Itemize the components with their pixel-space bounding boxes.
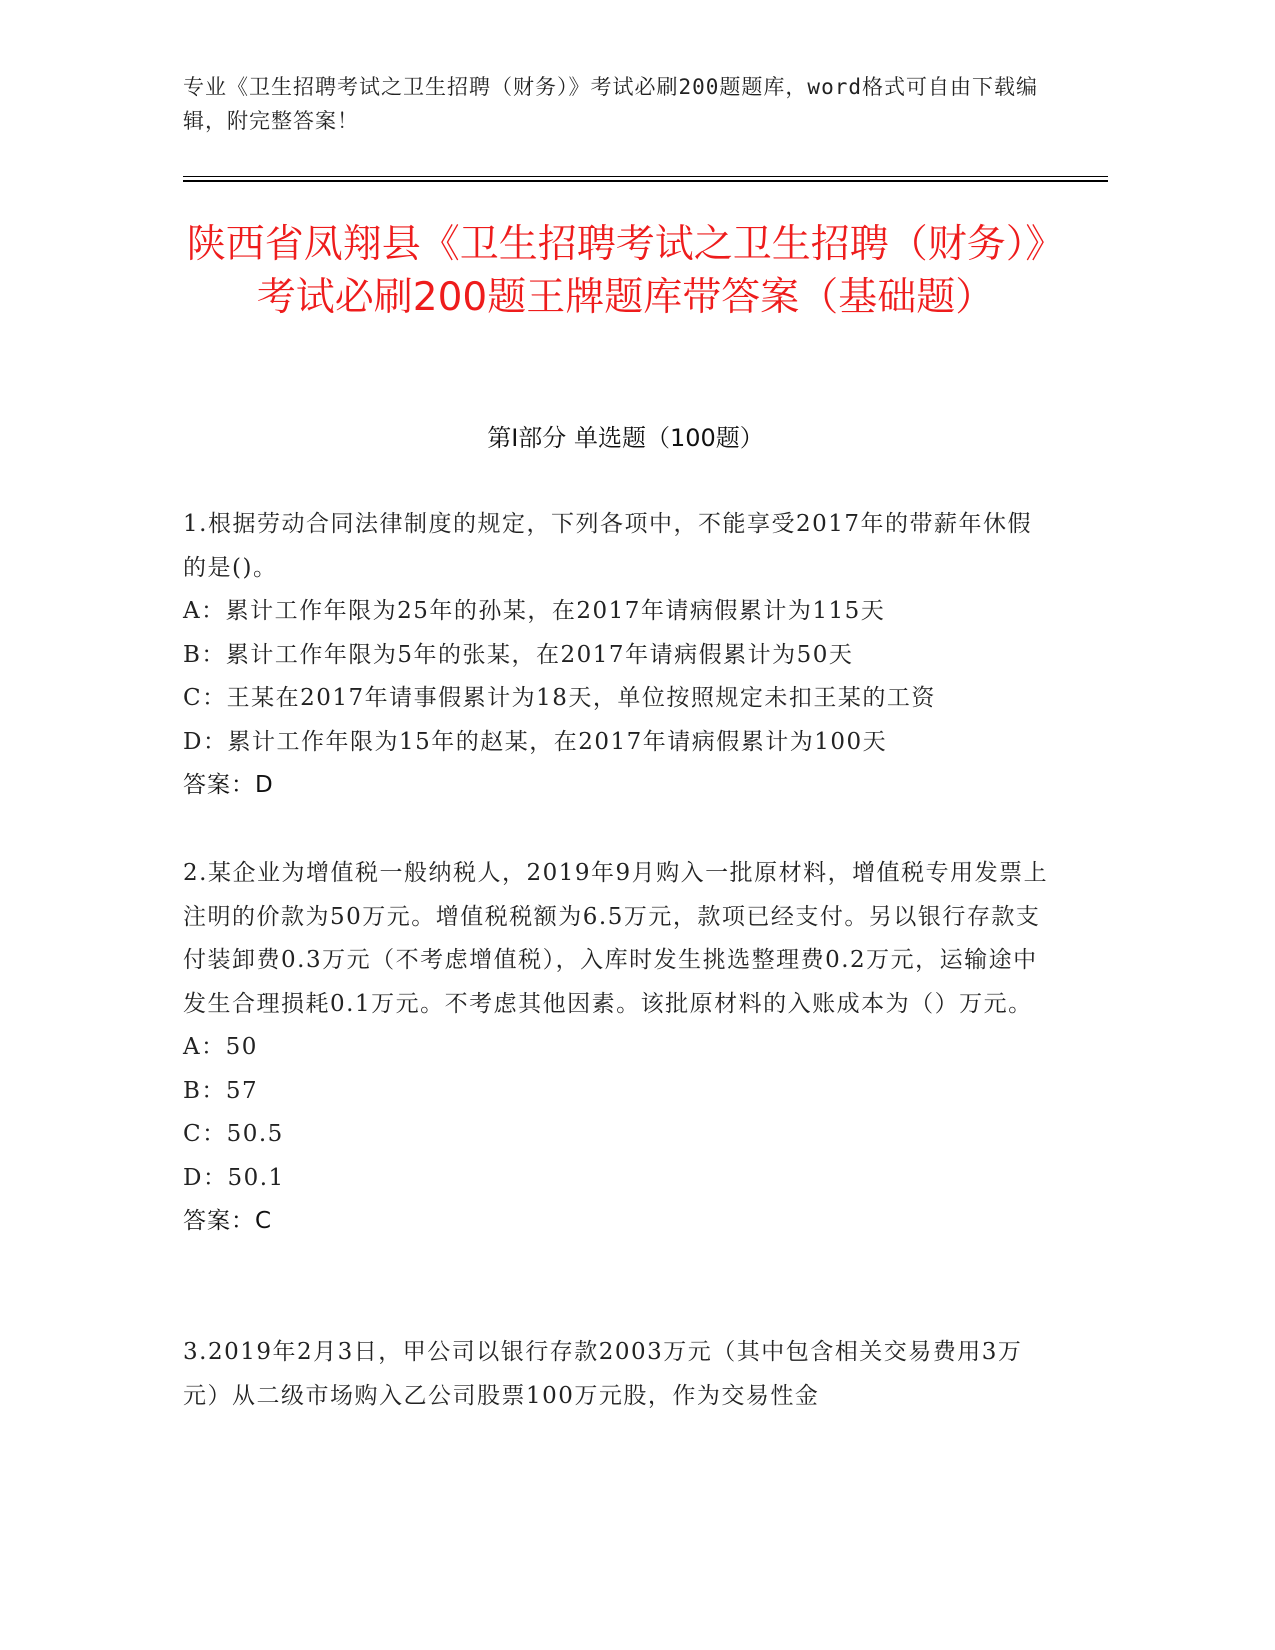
question-stem: 2.某企业为增值税一般纳税人，2019年9月购入一批原材料，增值税专用发票上注明的价款为50万元。增值税税额为6.5万元，款项已经支付。另以银行存款支付装卸费0.3万元（不考虑增值税），入库时发生挑选整理费0.2万元，运输途中发生合理损耗0.1万元。不考虑其他因素。该批原材料的入账成本为（）万元。 (183, 860, 1049, 1017)
answer-label: 答案：C (183, 1208, 273, 1234)
header-note: 专业《卫生招聘考试之卫生招聘（财务）》考试必刷200题题库，word格式可自由下载编辑，附完整答案！ (183, 75, 1038, 133)
answer-label: 答案：D (183, 772, 274, 798)
question-2 (183, 852, 1053, 1244)
option-a: A：累计工作年限为25年的孙某，在2017年请病假累计为115天 (183, 598, 886, 624)
option-d: D：累计工作年限为15年的赵某，在2017年请病假累计为100天 (183, 728, 888, 755)
header-divider-thin (183, 176, 1108, 177)
option-d: D：50.1 (183, 1164, 285, 1191)
option-b: B：累计工作年限为5年的张某，在2017年请病假累计为50天 (183, 641, 854, 668)
option-a: A：50 (183, 1034, 258, 1060)
option-b: B：57 (183, 1077, 259, 1104)
document-title: 陕西省凤翔县《卫生招聘考试之卫生招聘（财务）》考试必刷200题王牌题库带答案（基础题） (186, 222, 1065, 320)
header-divider-thick (183, 180, 1108, 182)
section-heading: 第Ⅰ部分 单选题（100题） (487, 424, 764, 452)
question-stem: 3.2019年2月3日，甲公司以银行存款2003万元（其中包含相关交易费用3万元）从二级市场购入乙公司股票100万元股，作为交易性金 (183, 1339, 1023, 1409)
option-c: C：50.5 (183, 1121, 284, 1147)
question-3 (183, 1331, 1053, 1418)
option-c: C：王某在2017年请事假累计为18天，单位按照规定未扣王某的工资 (183, 685, 936, 711)
question-1 (183, 503, 1053, 808)
question-stem: 1.根据劳动合同法律制度的规定，下列各项中，不能享受2017年的带薪年休假的是()。 (183, 511, 1032, 581)
